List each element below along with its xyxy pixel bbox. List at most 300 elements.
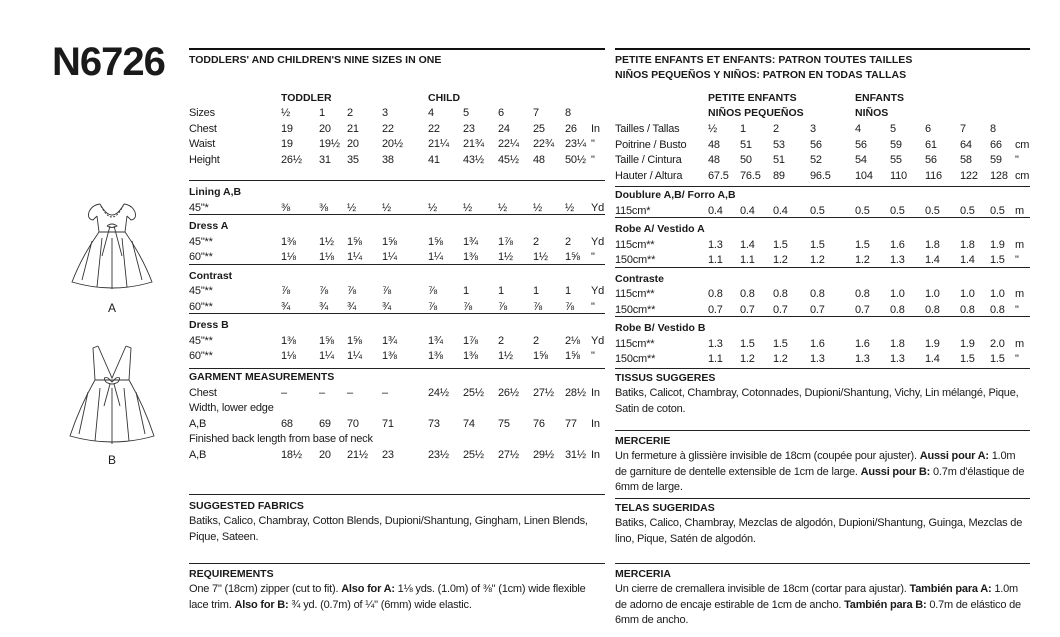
table-cell: 3 xyxy=(810,123,816,135)
table-cell: 2 xyxy=(533,334,539,347)
table-cell: 1⅛ xyxy=(281,251,296,263)
table-cell: 21¼ xyxy=(428,138,449,150)
table-cell: 1.5 xyxy=(990,254,1005,266)
table-cell: 104 xyxy=(855,169,873,182)
table-cell: 66 xyxy=(990,138,1002,151)
table-cell: 45½ xyxy=(498,153,519,166)
table-cell: 73 xyxy=(428,417,440,430)
unit-label: In xyxy=(591,122,600,135)
table-cell: 69 xyxy=(319,417,331,430)
table-cell: ⅞ xyxy=(319,285,328,297)
table-cell: 70 xyxy=(347,417,359,430)
row-label: 45"** xyxy=(189,285,213,297)
unit-label: " xyxy=(1015,154,1019,166)
table-cell: 1½ xyxy=(498,251,513,263)
table-cell: 35 xyxy=(347,153,359,166)
dress-b-icon xyxy=(62,340,162,452)
table-row xyxy=(615,169,1030,184)
view-a-label: A xyxy=(107,301,116,315)
table-cell: 71 xyxy=(382,417,394,430)
table-cell: 20 xyxy=(319,122,331,135)
table-cell: 76.5 xyxy=(740,169,761,182)
table-cell: ½ xyxy=(533,201,542,214)
table-cell: 1¼ xyxy=(319,350,334,362)
table-cell: 1 xyxy=(533,285,539,297)
table-cell: 19½ xyxy=(319,138,340,150)
row-label: 150cm** xyxy=(615,254,656,266)
table-cell: 1⅜ xyxy=(281,235,296,248)
table-cell: 1.6 xyxy=(810,337,825,350)
table-cell: 1¼ xyxy=(382,251,397,263)
table-cell: 0.8 xyxy=(960,303,975,316)
merceria-title: MERCERIA xyxy=(615,568,672,580)
table-cell: 31 xyxy=(319,153,331,166)
row-label: Contraste xyxy=(615,272,665,285)
unit-label: " xyxy=(591,350,595,362)
table-cell: 53 xyxy=(773,138,785,151)
ninos-header: NIÑOS xyxy=(855,107,889,119)
table-cell: 76 xyxy=(533,417,545,430)
table-cell: 1.5 xyxy=(960,353,975,365)
toddler-header: TODDLER xyxy=(281,92,332,104)
table-cell: 56 xyxy=(810,138,822,151)
table-cell: 0.7 xyxy=(773,303,788,316)
row-label: Hauter / Altura xyxy=(615,169,683,182)
table-row xyxy=(615,122,1030,137)
unit-label: " xyxy=(1015,353,1019,365)
view-b-label: B xyxy=(107,453,116,467)
table-cell: 1½ xyxy=(498,350,513,362)
table-cell: 1.4 xyxy=(740,238,755,251)
table-cell: 1.1 xyxy=(740,254,755,266)
table-cell: 0.4 xyxy=(773,204,788,217)
fabrics-title: SUGGESTED FABRICS xyxy=(189,500,304,512)
table-cell: 1⅜ xyxy=(463,251,478,263)
petite-enfants-header: PETITE ENFANTS xyxy=(708,92,797,104)
table-cell: – xyxy=(281,386,287,399)
table-cell: 1.2 xyxy=(773,353,788,365)
table-cell: 8 xyxy=(990,123,996,135)
unit-label: m xyxy=(1015,238,1024,251)
requirements-text: One 7" (18cm) zipper (cut to fit). Also for A: 1⅛ yds. (1.0m) of ⅜" (1cm) wide flexible lace trim. Also for B: ¾ yd. (0.7m) of ¼" (6mm) wide elastic. xyxy=(189,583,586,611)
table-cell: 2 xyxy=(565,235,571,248)
table-cell: 0.8 xyxy=(890,303,905,316)
table-cell: 0.4 xyxy=(740,204,755,217)
table-cell: 68 xyxy=(281,417,293,430)
table-cell: 7 xyxy=(533,107,539,119)
row-label: 60"** xyxy=(189,350,213,362)
row-label: A,B xyxy=(189,448,207,461)
table-cell: 7 xyxy=(960,123,966,135)
table-cell: 2 xyxy=(773,123,779,135)
table-row xyxy=(189,432,605,447)
unit-label: Yd xyxy=(591,285,605,297)
unit-label: " xyxy=(591,138,595,150)
telas-text: Batiks, Calico, Chambray, Mezclas de algodón, Dupioni/Shantung, Guinga, Mezclas de lino, Pique, Satén de algodón. xyxy=(615,517,1023,545)
table-cell: 1¼ xyxy=(347,251,362,263)
table-cell: 1⅝ xyxy=(347,235,362,248)
view-a-sketch xyxy=(62,196,162,315)
table-row xyxy=(189,284,605,299)
table-cell: 21 xyxy=(347,122,359,135)
table-cell: 26½ xyxy=(498,386,519,399)
table-cell: 1.1 xyxy=(708,254,723,266)
unit-label: cm xyxy=(1015,169,1030,182)
table-cell: 4 xyxy=(855,123,861,135)
table-cell: 1¾ xyxy=(382,334,397,347)
table-cell: ⅜ xyxy=(281,201,290,214)
table-cell: ¾ xyxy=(382,300,391,313)
table-cell: – xyxy=(319,386,325,399)
row-label: 115cm* xyxy=(615,204,651,217)
table-cell: ½ xyxy=(281,107,290,119)
section-title xyxy=(189,269,605,284)
section-divider xyxy=(615,316,1030,317)
table-cell: ½ xyxy=(565,201,574,214)
table-cell: 75 xyxy=(498,417,510,430)
table-cell: 23½ xyxy=(428,448,449,461)
table-cell: 51 xyxy=(740,138,752,151)
table-cell: 1 xyxy=(319,107,325,119)
table-cell: 26 xyxy=(565,122,577,135)
english-title: TODDLERS' AND CHILDREN'S NINE SIZES IN ONE xyxy=(189,54,442,66)
unit-label: " xyxy=(1015,303,1019,316)
row-label: 45"** xyxy=(189,235,213,248)
table-cell: 48 xyxy=(533,153,545,166)
unit-label: " xyxy=(591,251,595,263)
table-cell: ⅞ xyxy=(382,285,391,297)
table-cell: 25½ xyxy=(463,448,484,461)
section-title xyxy=(189,318,605,333)
row-label: Lining A,B xyxy=(189,186,242,198)
table-cell: 0.5 xyxy=(990,204,1005,217)
table-cell: ⅞ xyxy=(463,300,472,313)
table-cell: 8 xyxy=(565,107,571,119)
table-cell: 25 xyxy=(533,122,545,135)
table-cell: 1.3 xyxy=(890,254,905,266)
table-cell: 61 xyxy=(925,138,937,151)
table-cell: 0.7 xyxy=(740,303,755,316)
table-cell: ⅞ xyxy=(428,285,437,297)
table-cell: 21½ xyxy=(347,448,368,461)
table-cell: 5 xyxy=(890,123,896,135)
table-cell: 1½ xyxy=(533,251,548,263)
table-cell: 54 xyxy=(855,154,867,166)
table-cell: 1⅜ xyxy=(463,350,478,362)
view-b-sketch xyxy=(62,340,162,467)
table-cell: 41 xyxy=(428,153,440,166)
row-label: Dress A xyxy=(189,220,229,232)
mercerie-title: MERCERIE xyxy=(615,435,671,447)
row-label: Height xyxy=(189,153,220,166)
mercerie-text: Un fermeture à glissière invisible de 18cm (coupée pour ajuster). Aussi pour A: 1.0m de garniture de dentelle extensible de 1cm de large. Aussi pour B: 0.7m d'élastique de 6mm de large. xyxy=(615,450,1025,494)
table-cell: 1.5 xyxy=(810,238,825,251)
table-cell: 1.9 xyxy=(960,337,975,350)
table-row xyxy=(189,334,605,349)
table-cell: ⅞ xyxy=(533,300,542,313)
table-cell: 0.8 xyxy=(773,288,788,300)
table-cell: 2.0 xyxy=(990,337,1005,350)
enfants-header: ENFANTS xyxy=(855,92,905,104)
table-row xyxy=(615,337,1030,352)
table-cell: 19 xyxy=(281,122,293,135)
table-cell: 128 xyxy=(990,169,1008,182)
unit-label: Yd xyxy=(591,235,605,248)
table-row xyxy=(189,417,605,432)
table-cell: 1⅝ xyxy=(347,334,362,347)
table-cell: 1.2 xyxy=(810,254,825,266)
garment-title xyxy=(189,370,605,385)
ninos-pequenos-header: NIÑOS PEQUEÑOS xyxy=(708,107,804,119)
table-cell: 1.0 xyxy=(925,288,940,300)
table-cell: 0.4 xyxy=(708,204,723,217)
table-cell: ⅞ xyxy=(565,300,574,313)
table-cell: 21¾ xyxy=(463,138,484,150)
table-row xyxy=(189,153,605,168)
table-cell: 74 xyxy=(463,417,475,430)
table-cell: 116 xyxy=(925,169,942,182)
table-cell: ½ xyxy=(382,201,391,214)
table-row xyxy=(189,106,605,121)
table-cell: 2⅛ xyxy=(565,334,580,347)
row-label: Waist xyxy=(189,138,216,150)
row-label: Dress B xyxy=(189,319,229,331)
row-label: 60"** xyxy=(189,300,213,313)
table-cell: 55 xyxy=(890,154,902,166)
table-cell: 48 xyxy=(708,138,720,151)
spanish-title: NIÑOS PEQUEÑOS Y NIÑOS: PATRON EN TODAS TALLAS xyxy=(615,69,907,81)
row-label: GARMENT MEASUREMENTS xyxy=(189,371,335,383)
table-cell: 20½ xyxy=(382,138,403,150)
table-row xyxy=(615,352,1030,367)
table-cell: 56 xyxy=(855,138,867,151)
table-cell: 96.5 xyxy=(810,169,831,182)
table-cell: ⅞ xyxy=(347,285,356,297)
unit-label: m xyxy=(1015,288,1024,300)
row-label: Finished back length from base of neck xyxy=(189,433,373,445)
table-row xyxy=(189,235,605,250)
table-cell: 1.5 xyxy=(740,337,755,350)
unit-label: In xyxy=(591,448,600,461)
table-cell: 0.7 xyxy=(855,303,870,316)
table-cell: 0.8 xyxy=(810,288,825,300)
section-divider xyxy=(189,313,605,314)
table-cell: 24 xyxy=(498,122,510,135)
table-cell: 48 xyxy=(708,154,720,166)
table-cell: 43½ xyxy=(463,153,484,166)
unit-label: cm xyxy=(1015,138,1030,151)
table-cell: 1 xyxy=(498,285,504,297)
row-label: 45"* xyxy=(189,201,209,214)
table-cell: 1⅛ xyxy=(319,251,334,263)
table-cell: ½ xyxy=(498,201,507,214)
table-cell: 1.9 xyxy=(925,337,940,350)
table-cell: 0.7 xyxy=(810,303,825,316)
table-cell: 4 xyxy=(428,107,434,119)
table-cell: 1 xyxy=(463,285,469,297)
table-cell: 0.5 xyxy=(890,204,905,217)
row-label: Poitrine / Busto xyxy=(615,138,687,151)
table-cell: 77 xyxy=(565,417,577,430)
pattern-number: N6726 xyxy=(52,40,165,84)
table-cell: 3 xyxy=(382,107,388,119)
table-cell: 67.5 xyxy=(708,169,729,182)
table-cell: 1.3 xyxy=(890,353,905,365)
table-cell: 0.5 xyxy=(960,204,975,217)
table-cell: 22 xyxy=(428,122,440,135)
table-cell: ½ xyxy=(463,201,472,214)
table-cell: 38 xyxy=(382,153,394,166)
table-cell: 1⅝ xyxy=(565,251,580,263)
table-cell: 1.3 xyxy=(855,353,870,365)
table-cell: 110 xyxy=(890,169,907,182)
row-label: Taille / Cintura xyxy=(615,154,682,166)
table-cell: 1.1 xyxy=(708,353,723,365)
table-cell: 1⅜ xyxy=(428,350,443,362)
table-cell: 0.8 xyxy=(708,288,723,300)
table-cell: 1.0 xyxy=(990,288,1005,300)
table-cell: 1⅞ xyxy=(498,235,513,248)
unit-label: Yd xyxy=(591,334,605,347)
table-cell: 23 xyxy=(382,448,394,461)
section-title xyxy=(189,185,605,200)
unit-label: " xyxy=(591,300,595,313)
table-cell: ⅞ xyxy=(428,300,437,313)
table-cell: 2 xyxy=(498,334,504,347)
table-row xyxy=(615,138,1030,153)
table-cell: 19 xyxy=(281,138,293,150)
table-cell: 89 xyxy=(773,169,785,182)
row-label: 115cm** xyxy=(615,337,655,350)
table-cell: 2 xyxy=(347,107,353,119)
table-cell: 1.3 xyxy=(708,238,723,251)
table-cell: 1¾ xyxy=(463,235,478,248)
row-label: Contrast xyxy=(189,269,233,282)
table-cell: 6 xyxy=(925,123,931,135)
table-cell: 1.2 xyxy=(740,353,755,365)
table-cell: – xyxy=(347,386,353,399)
table-cell: 1.8 xyxy=(890,337,905,350)
row-label: 115cm** xyxy=(615,238,655,251)
table-row xyxy=(189,448,605,463)
table-cell: 1 xyxy=(740,123,746,135)
table-cell: 0.5 xyxy=(810,204,825,217)
table-cell: 1.6 xyxy=(890,238,905,251)
table-cell: 1⅜ xyxy=(382,350,397,362)
section-title xyxy=(615,321,1030,336)
table-cell: 1.5 xyxy=(773,238,788,251)
table-cell: ¾ xyxy=(319,300,328,313)
table-cell: 5 xyxy=(463,107,469,119)
table-cell: 1.0 xyxy=(960,288,975,300)
table-cell: 0.8 xyxy=(740,288,755,300)
child-header: CHILD xyxy=(428,92,461,104)
table-cell: 1.2 xyxy=(773,254,788,266)
section-title xyxy=(615,188,1030,203)
row-label: Tailles / Tallas xyxy=(615,123,680,135)
table-row xyxy=(189,137,605,152)
table-cell: ⅞ xyxy=(498,300,507,313)
table-cell: 26½ xyxy=(281,153,302,166)
table-cell: 29½ xyxy=(533,448,554,461)
table-cell: 6 xyxy=(498,107,504,119)
row-label: Width, lower edge xyxy=(189,402,274,414)
row-label: Chest xyxy=(189,122,217,135)
table-cell: 1⅝ xyxy=(533,350,548,362)
table-cell: 1.0 xyxy=(890,288,905,300)
section-divider xyxy=(615,267,1030,268)
tissus-title: TISSUS SUGGERES xyxy=(615,372,716,384)
table-cell: 22 xyxy=(382,122,394,135)
telas-title: TELAS SUGERIDAS xyxy=(615,502,715,514)
table-cell: 25½ xyxy=(463,386,484,399)
table-cell: 1½ xyxy=(319,235,334,248)
table-row xyxy=(189,401,605,416)
table-cell: 58 xyxy=(960,154,972,166)
table-row xyxy=(189,386,605,401)
table-cell: 28½ xyxy=(565,386,586,399)
table-cell: 122 xyxy=(960,169,978,182)
table-cell: 56 xyxy=(925,154,937,166)
table-cell: 0.7 xyxy=(708,303,723,316)
table-cell: 1⅝ xyxy=(319,334,334,347)
table-cell: 59 xyxy=(990,154,1002,166)
unit-label: In xyxy=(591,417,600,430)
table-cell: 22¼ xyxy=(498,138,519,150)
table-cell: 1⅞ xyxy=(463,334,478,347)
table-cell: 1¾ xyxy=(428,334,443,347)
table-cell: 1.5 xyxy=(773,337,788,350)
table-cell: 20 xyxy=(319,448,331,461)
tissus-text: Batiks, Calicot, Chambray, Cotonnades, Dupioni/Shantung, Vichy, Lin mélangé, Pique, Satin de coton. xyxy=(615,387,1019,415)
section-title xyxy=(615,272,1030,287)
table-cell: 1 xyxy=(565,285,571,297)
table-cell: 64 xyxy=(960,138,972,151)
row-label: 60"** xyxy=(189,251,213,263)
row-label: 150cm** xyxy=(615,303,656,316)
table-cell: 1.3 xyxy=(708,337,723,350)
table-cell: 24½ xyxy=(428,386,449,399)
table-cell: 0.8 xyxy=(925,303,940,316)
fabrics-text: Batiks, Calico, Chambray, Cotton Blends, Dupioni/Shantung, Gingham, Linen Blends, Pique, Sateen. xyxy=(189,515,588,543)
table-cell: 27½ xyxy=(498,448,519,461)
table-cell: 1.5 xyxy=(990,353,1005,365)
table-cell: 0.8 xyxy=(990,303,1005,316)
table-row xyxy=(189,122,605,137)
table-cell: 1.8 xyxy=(925,238,940,251)
row-label: 115cm** xyxy=(615,288,655,300)
table-cell: 1⅝ xyxy=(565,350,580,362)
row-label: Robe A/ Vestido A xyxy=(615,223,705,235)
table-cell: 27½ xyxy=(533,386,554,399)
table-cell: 23¼ xyxy=(565,138,586,150)
table-cell: 1.5 xyxy=(855,238,870,251)
table-cell: ½ xyxy=(708,123,717,135)
section-title xyxy=(189,219,605,234)
table-cell: 52 xyxy=(810,154,822,166)
table-cell: 1⅛ xyxy=(281,350,296,362)
row-label: A,B xyxy=(189,417,207,430)
section-divider xyxy=(615,217,1030,218)
section-divider xyxy=(189,264,605,265)
table-cell: 1.4 xyxy=(925,254,940,266)
requirements-title: REQUIREMENTS xyxy=(189,568,274,580)
table-cell: 1.8 xyxy=(960,238,975,251)
french-title: PETITE ENFANTS ET ENFANTS: PATRON TOUTES TAILLES xyxy=(615,54,913,66)
table-cell: 18½ xyxy=(281,448,302,461)
section-title xyxy=(615,222,1030,237)
table-cell: 1.4 xyxy=(960,254,975,266)
